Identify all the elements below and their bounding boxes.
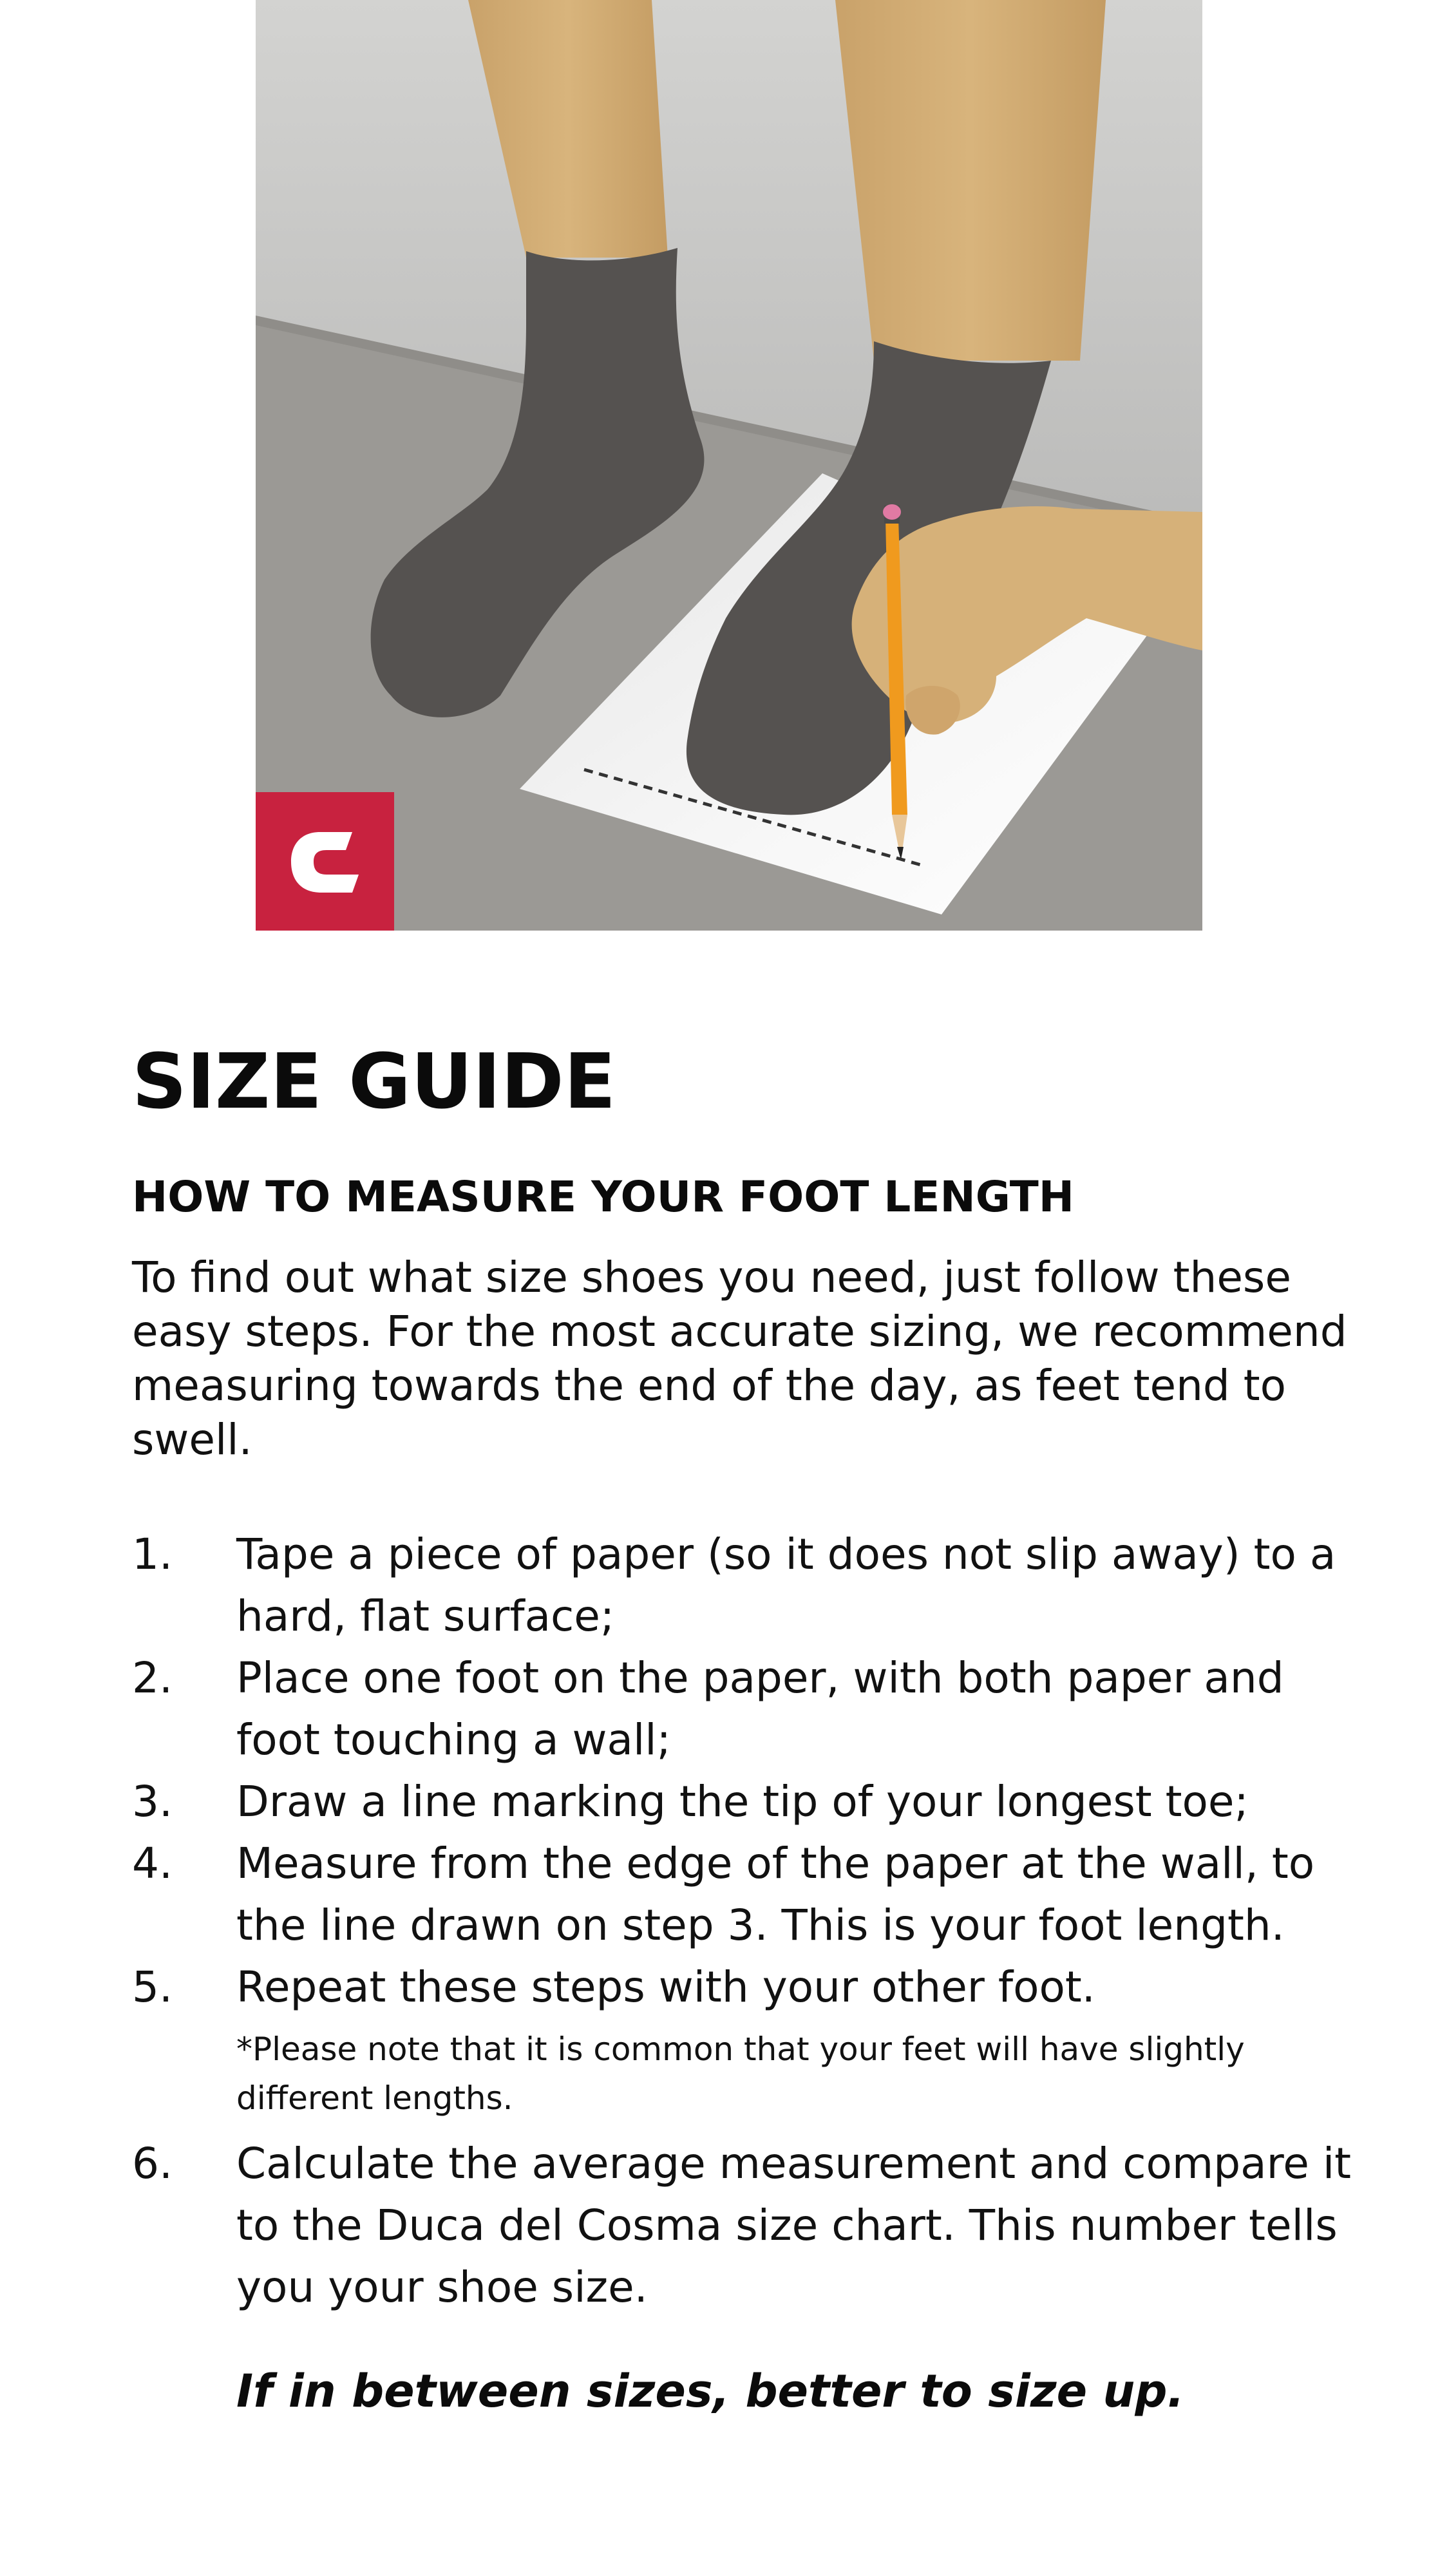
size-guide-content [132, 1037, 1356, 2418]
step-text: Repeat these steps with your other foot. [236, 1962, 1095, 2012]
step-text: Tape a piece of paper (so it does not slip away) to a hard, flat surface; [236, 1530, 1336, 1641]
step-item-5 [132, 1956, 1356, 2123]
step-item-1 [132, 1524, 1356, 1647]
step-text: Draw a line marking the tip of your longest toe; [236, 1777, 1249, 1826]
step-number: 2. [132, 1653, 173, 1703]
page-title: SIZE GUIDE [132, 1037, 616, 1126]
step-item-2 [132, 1647, 1356, 1771]
pencil-eraser-shape [883, 504, 901, 520]
foot-measuring-illustration [256, 0, 1202, 931]
steps-list [132, 1524, 1356, 2318]
step-item-3 [132, 1771, 1356, 1833]
step-text: Measure from the edge of the paper at the wall, to the line drawn on step 3. This is your foot length. [236, 1839, 1315, 1950]
intro-paragraph: To find out what size shoes you need, just follow these easy steps. For the most accurate sizing, we recommend measuring towards the end of the day, as feet tend to swell. [132, 1253, 1347, 1464]
step-number: 1. [132, 1530, 173, 1579]
step-number: 5. [132, 1962, 173, 2012]
step-number: 3. [132, 1777, 173, 1826]
step-item-4 [132, 1833, 1356, 1956]
closing-advice: If in between sizes, better to size up. [236, 2365, 1185, 2418]
step-number: 6. [132, 2139, 173, 2188]
step-item-6 [132, 2133, 1356, 2318]
right-leg-shape [835, 0, 1106, 361]
step-number: 4. [132, 1839, 173, 1888]
step-text: Calculate the average measurement and compare it to the Duca del Cosma size chart. This number tells you your shoe size. [236, 2139, 1352, 2312]
step-text: Place one foot on the paper, with both paper and foot touching a wall; [236, 1653, 1284, 1765]
page-subtitle: HOW TO MEASURE YOUR FOOT LENGTH [132, 1172, 1074, 1222]
step-note: *Please note that it is common that your feet will have slightly different lengths. [236, 2031, 1245, 2117]
illustration-svg [256, 0, 1202, 931]
brand-logo-icon [256, 792, 394, 931]
